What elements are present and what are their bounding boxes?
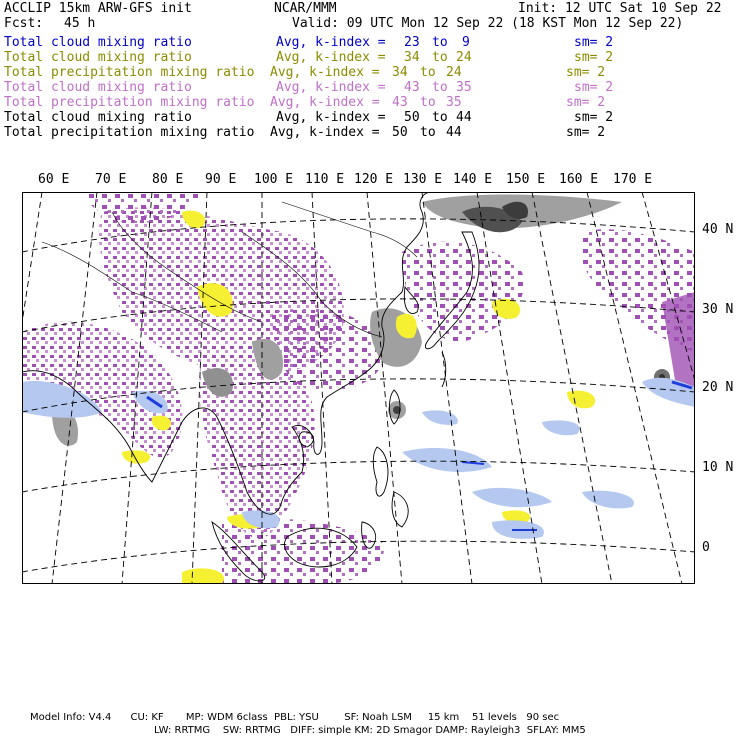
legend-avg-3: Avg, k-index = bbox=[276, 80, 386, 95]
lat-label-0: 0 bbox=[702, 540, 710, 555]
legend-to-0: to bbox=[432, 35, 448, 50]
legend-sm-1: sm= 2 bbox=[574, 50, 614, 65]
legend-sm-6: sm= 2 bbox=[566, 125, 606, 140]
legend-kto-5: 44 bbox=[456, 110, 472, 125]
lon-label-150e: 150 E bbox=[506, 172, 546, 187]
legend-sm-0: sm= 2 bbox=[574, 35, 614, 50]
lon-label-120e: 120 E bbox=[354, 172, 394, 187]
lon-label-60e: 60 E bbox=[38, 172, 70, 187]
legend-field-1: Total cloud mixing ratio bbox=[4, 50, 192, 65]
lon-label-170e: 170 E bbox=[613, 172, 653, 187]
legend-kfrom-0: 23 bbox=[404, 35, 420, 50]
legend-kfrom-4: 43 bbox=[392, 95, 408, 110]
legend-kfrom-6: 50 bbox=[392, 125, 408, 140]
legend-avg-2: Avg, k-index = bbox=[270, 65, 380, 80]
model-info-line1: Model Info: V4.4 CU: KF MP: WDM 6class PBL: YSU SF: Noah LSM 15 km 51 levels 90 sec bbox=[30, 712, 560, 723]
forecast-label: Fcst: bbox=[4, 16, 44, 31]
init-time: Init: 12 UTC Sat 10 Sep 22 bbox=[518, 1, 722, 16]
lon-label-70e: 70 E bbox=[95, 172, 127, 187]
legend-kfrom-3: 43 bbox=[404, 80, 420, 95]
forecast-map bbox=[22, 192, 695, 584]
lon-label-80e: 80 E bbox=[152, 172, 184, 187]
legend-kto-0: 9 bbox=[462, 35, 470, 50]
model-info-line2: LW: RRTMG SW: RRTMG DIFF: simple KM: 2D Smagor DAMP: Rayleigh3 SFLAY: MM5 bbox=[154, 725, 586, 736]
legend-kfrom-5: 50 bbox=[404, 110, 420, 125]
lon-label-100e: 100 E bbox=[254, 172, 294, 187]
legend-kfrom-1: 34 bbox=[404, 50, 420, 65]
legend-sm-5: sm= 2 bbox=[574, 110, 614, 125]
legend-kto-6: 44 bbox=[446, 125, 462, 140]
lon-label-110e: 110 E bbox=[305, 172, 345, 187]
legend-avg-5: Avg, k-index = bbox=[276, 110, 386, 125]
model-title: ACCLIP 15km ARW-GFS init bbox=[4, 1, 192, 16]
org-label: NCAR/MMM bbox=[274, 1, 337, 16]
valid-time: Valid: 09 UTC Mon 12 Sep 22 (18 KST Mon 12 Sep 22) bbox=[292, 16, 684, 31]
legend-field-2: Total precipitation mixing ratio bbox=[4, 65, 255, 80]
lat-label-30n: 30 N bbox=[702, 302, 734, 317]
legend-to-3: to bbox=[432, 80, 448, 95]
legend-avg-4: Avg, k-index = bbox=[270, 95, 380, 110]
legend-field-0: Total cloud mixing ratio bbox=[4, 35, 192, 50]
lat-label-20n: 20 N bbox=[702, 380, 734, 395]
legend-field-4: Total precipitation mixing ratio bbox=[4, 95, 255, 110]
legend-to-4: to bbox=[420, 95, 436, 110]
legend-avg-0: Avg, k-index = bbox=[276, 35, 386, 50]
lon-label-90e: 90 E bbox=[205, 172, 237, 187]
legend-to-2: to bbox=[420, 65, 436, 80]
legend-kto-4: 35 bbox=[446, 95, 462, 110]
lon-label-160e: 160 E bbox=[559, 172, 599, 187]
legend-field-6: Total precipitation mixing ratio bbox=[4, 125, 255, 140]
legend-kfrom-2: 34 bbox=[392, 65, 408, 80]
legend-kto-2: 24 bbox=[446, 65, 462, 80]
lon-label-140e: 140 E bbox=[453, 172, 493, 187]
legend-to-6: to bbox=[420, 125, 436, 140]
legend-sm-2: sm= 2 bbox=[566, 65, 606, 80]
legend-avg-1: Avg, k-index = bbox=[276, 50, 386, 65]
legend-to-1: to bbox=[432, 50, 448, 65]
legend-sm-3: sm= 2 bbox=[574, 80, 614, 95]
legend-kto-3: 35 bbox=[456, 80, 472, 95]
legend-sm-4: sm= 2 bbox=[566, 95, 606, 110]
legend-kto-1: 24 bbox=[456, 50, 472, 65]
forecast-hours: 45 h bbox=[64, 16, 96, 31]
legend-field-5: Total cloud mixing ratio bbox=[4, 110, 192, 125]
legend-to-5: to bbox=[432, 110, 448, 125]
lon-label-130e: 130 E bbox=[403, 172, 443, 187]
legend-field-3: Total cloud mixing ratio bbox=[4, 80, 192, 95]
legend-avg-6: Avg, k-index = bbox=[270, 125, 380, 140]
lat-label-40n: 40 N bbox=[702, 222, 734, 237]
lat-label-10n: 10 N bbox=[702, 460, 734, 475]
